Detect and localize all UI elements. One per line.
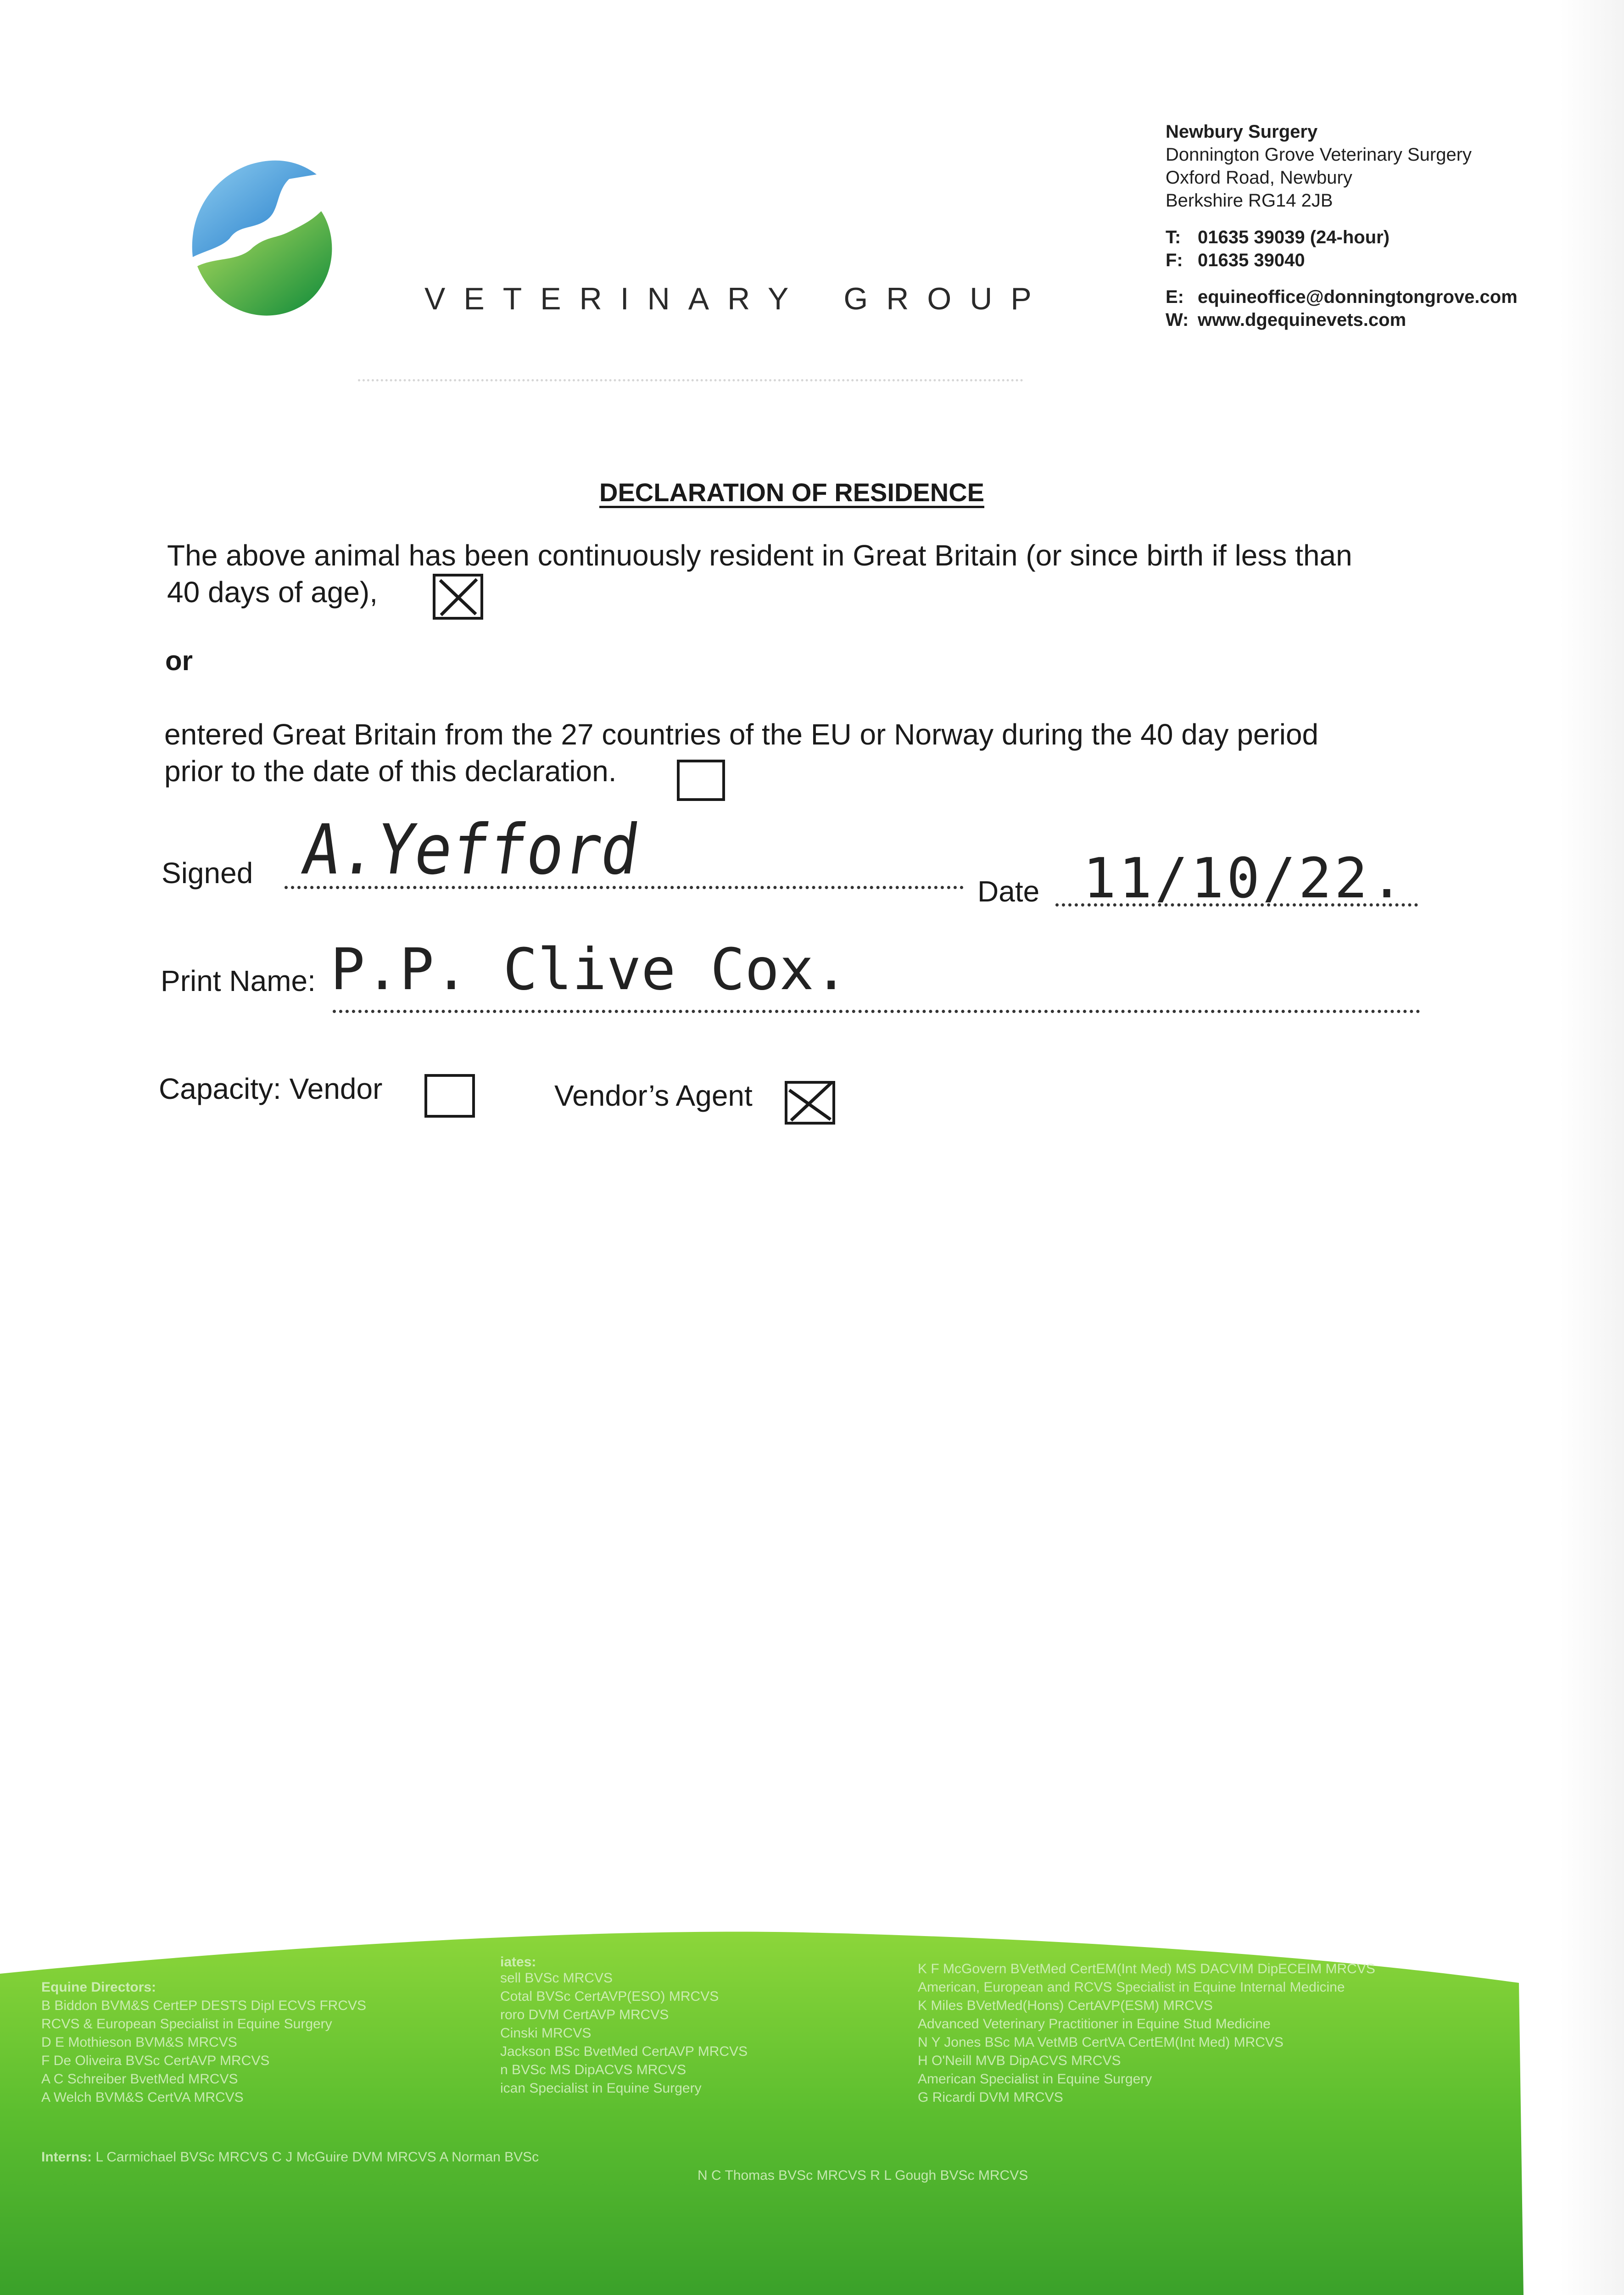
vendors-agent-checkbox[interactable] — [785, 1081, 835, 1125]
vendor-checkbox[interactable] — [424, 1074, 475, 1118]
entered-eu-checkbox[interactable] — [677, 760, 725, 801]
director-entry: D E Mothieson BVM&S MRCVS — [41, 2035, 237, 2050]
option-entered-text-2: prior to the date of this declaration. — [164, 755, 617, 788]
interns-names: L Carmichael BVSc MRCVS C J McGuire DVM MRCVS A Norman BVSc — [95, 2149, 539, 2165]
signature: A.Yefford — [297, 810, 645, 890]
letterhead-divider — [358, 379, 1023, 381]
check-mark-icon — [787, 1084, 832, 1122]
scan-edge — [1560, 0, 1624, 2295]
email-label: E: — [1166, 287, 1184, 307]
veterinary-group-logo — [184, 151, 358, 326]
associate-entry: sell BVSc MRCVS — [500, 1970, 613, 1986]
specialist-entry: American, European and RCVS Specialist in Equine Internal Medicine — [918, 1980, 1345, 1995]
print-name-value: P.P. Clive Cox. — [330, 936, 848, 1003]
director-entry: RCVS & European Specialist in Equine Surgery — [41, 2016, 332, 2032]
specialist-entry: N Y Jones BSc MA VetMB CertVA CertEM(Int Med) MRCVS — [918, 2035, 1284, 2050]
specialist-entry: American Specialist in Equine Surgery — [918, 2071, 1152, 2087]
directors-list — [41, 1997, 366, 2107]
surgery-name: Newbury Surgery — [1166, 122, 1318, 142]
director-entry: B Biddon BVM&S CertEP DESTS Dipl ECVS FRCVS — [41, 1998, 367, 2013]
associate-entry: Cinski MRCVS — [500, 2026, 592, 2041]
vendors-agent-label: Vendor’s Agent — [554, 1079, 753, 1112]
associate-entry: roro DVM CertAVP MRCVS — [500, 2007, 669, 2022]
specialist-entry: K F McGovern BVetMed CertEM(Int Med) MS DACVIM DipECEIM MRCVS — [918, 1961, 1375, 1976]
phone-label: T: — [1166, 227, 1181, 247]
associate-entry: n BVSc MS DipACVS MRCVS — [500, 2062, 686, 2077]
interns-line — [41, 2148, 539, 2166]
option-entered-text: entered Great Britain from the 27 countries of the EU or Norway during the 40 day period — [164, 718, 1319, 751]
specialist-entry: K Miles BVetMed(Hons) CertAVP(ESM) MRCVS — [918, 1998, 1213, 2013]
specialist-entry: G Ricardi DVM MRCVS — [918, 2090, 1063, 2105]
print-name-label: Print Name: — [161, 964, 316, 997]
address-line: Berkshire RG14 2JB — [1166, 190, 1333, 211]
web-label: W: — [1166, 310, 1189, 330]
directors-heading: Equine Directors: — [41, 1980, 156, 1995]
associate-entry: Cotal BVSc CertAVP(ESO) MRCVS — [500, 1989, 719, 2004]
check-mark-icon — [435, 577, 480, 617]
associate-entry: Jackson BSc BvetMed CertAVP MRCVS — [500, 2044, 748, 2059]
print-name-line — [333, 1010, 1420, 1013]
email-address: equineoffice@donningtongrove.com — [1198, 287, 1518, 307]
director-entry: A Welch BVM&S CertVA MRCVS — [41, 2090, 244, 2105]
specialists-list — [918, 1960, 1375, 2107]
address-line: Oxford Road, Newbury — [1166, 168, 1352, 188]
resident-checkbox[interactable] — [433, 574, 483, 620]
or-label: or — [165, 645, 193, 676]
logo-word-group: GROUP — [843, 281, 1050, 316]
phone-number: 01635 39039 (24-hour) — [1198, 227, 1390, 247]
associates-heading: iates: — [500, 1954, 536, 1970]
interns-label: Interns: — [41, 2149, 92, 2165]
interns-names-2: N C Thomas BVSc MRCVS R L Gough BVSc MRCVS — [698, 2168, 1028, 2183]
address-line: Donnington Grove Veterinary Surgery — [1166, 145, 1472, 165]
logo-word-veterinary: VETERINARY — [424, 281, 807, 316]
director-entry: A C Schreiber BvetMed MRCVS — [41, 2071, 238, 2087]
date-label: Date — [977, 875, 1040, 908]
signed-label: Signed — [162, 856, 253, 890]
director-entry: F De Oliveira BVSc CertAVP MRCVS — [41, 2053, 270, 2068]
fax-number: 01635 39040 — [1198, 250, 1305, 270]
option-resident-text-2: 40 days of age), — [167, 576, 378, 609]
document-title: DECLARATION OF RESIDENCE — [599, 478, 984, 507]
option-resident-text: The above animal has been continuously resident in Great Britain (or since birth if less than — [167, 539, 1352, 572]
associate-entry: ican Specialist in Equine Surgery — [500, 2081, 702, 2096]
website: www.dgequinevets.com — [1198, 310, 1406, 330]
specialist-entry: Advanced Veterinary Practitioner in Equine Stud Medicine — [918, 2016, 1271, 2032]
specialist-entry: H O'Neill MVB DipACVS MRCVS — [918, 2053, 1121, 2068]
address-block — [1166, 120, 1518, 331]
capacity-vendor-label: Capacity: Vendor — [159, 1072, 383, 1105]
fax-label: F: — [1166, 250, 1183, 270]
date-value: 11/10/22. — [1083, 847, 1406, 911]
logo-wordmark — [424, 281, 1050, 317]
associates-list — [500, 1969, 748, 2098]
